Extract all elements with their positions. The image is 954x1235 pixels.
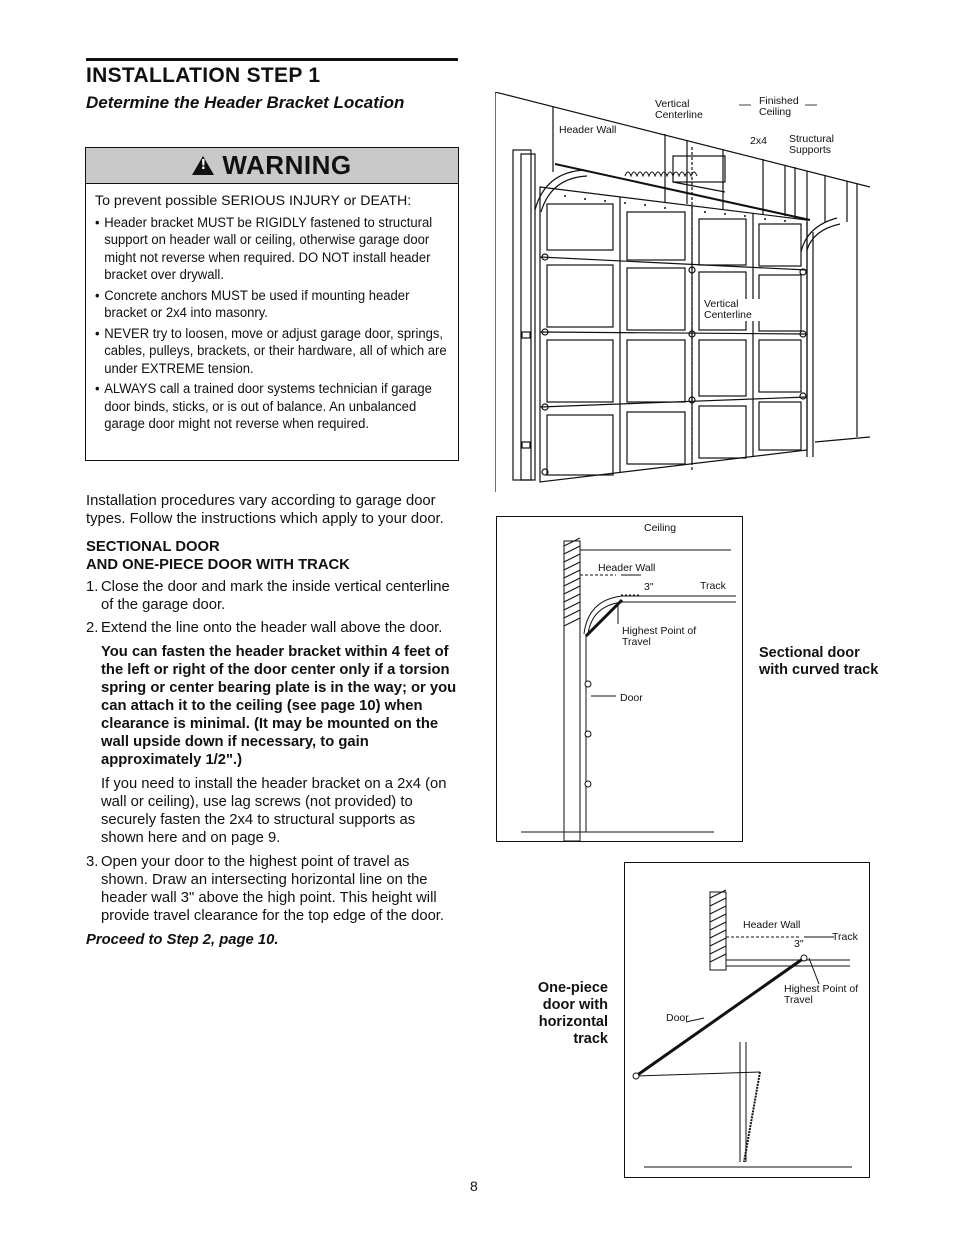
section-heading-line-1: SECTIONAL DOOR — [86, 539, 220, 555]
label-highest-point-onepiece: Highest Point of Travel — [784, 983, 859, 1006]
label-3in-onepiece: 3" — [794, 938, 804, 950]
label-vertical-centerline-top: Vertical Centerline — [655, 98, 703, 121]
note-2x4: If you need to install the header bracket on a 2x4 (on wall or ceiling), use lag screws (not provided) to securely fasten the 2x4 to structural supports as shown here and on page 9. — [101, 776, 447, 846]
proceed-note: Proceed to Step 2, page 10. — [86, 932, 279, 948]
step-text: Close the door and mark the inside vertical centerline of the garage door. — [101, 579, 450, 613]
label-finished-ceiling: Finished Ceiling — [759, 95, 799, 118]
warning-item: • Concrete anchors MUST be used if mounting header bracket or 2x4 into masonry. — [95, 288, 452, 323]
warning-item: • NEVER try to loosen, move or adjust garage door, springs, cables, pulleys, brackets, or their hardware, all of which are under EXTREME tension. — [95, 326, 452, 379]
label-track-sectional: Track — [700, 580, 726, 592]
step-number: 3. — [86, 854, 99, 870]
label-2x4: 2x4 — [750, 135, 767, 147]
one-piece-door-diagram — [624, 862, 870, 1178]
warning-list — [95, 215, 448, 434]
warning-header — [86, 148, 458, 184]
warning-intro: To prevent possible SERIOUS INJURY or DEATH: — [95, 193, 412, 209]
step-1 — [86, 578, 458, 614]
step-number: 2. — [86, 620, 99, 636]
caption-sectional: Sectional door with curved track — [759, 645, 879, 678]
label-vertical-centerline-door: Vertical Centerline — [704, 299, 764, 321]
warning-item: • ALWAYS call a trained door systems technician if garage door binds, sticks, or is out of balance. An unbalanced garage door might not reverse when required. — [95, 381, 452, 434]
step-text: Extend the line onto the header wall above the door. — [101, 620, 443, 636]
section-heading-line-2: AND ONE-PIECE DOOR WITH TRACK — [86, 557, 350, 573]
warning-triangle-icon: ! — [192, 156, 214, 175]
title-rule — [86, 58, 458, 61]
instructions — [86, 492, 458, 949]
steps-list-cont — [86, 853, 458, 925]
label-3in-sectional: 3" — [644, 581, 654, 593]
page-subtitle: Determine the Header Bracket Location — [86, 93, 405, 112]
label-door-onepiece: Door — [666, 1012, 689, 1024]
warning-item: • Header bracket MUST be RIGIDLY fastened to structural support on header wall or ceiling, otherwise garage door might not reverse when required. DO NOT install header bracket over drywall. — [95, 215, 452, 285]
label-track-onepiece: Track — [832, 931, 858, 943]
label-header-wall-sectional: Header Wall — [598, 562, 656, 574]
step-3 — [86, 853, 458, 925]
step-number: 1. — [86, 579, 99, 595]
section-heading — [86, 538, 458, 574]
label-header-wall-onepiece: Header Wall — [743, 919, 801, 931]
steps-list — [86, 578, 458, 637]
warning-label: WARNING — [222, 150, 352, 180]
bold-note: You can fasten the header bracket within 4 feet of the left or right of the door center only if a torsion spring or center bearing plate is in the way; or you can attach it to the ceiling (see page 10) when clearance is minimal. (It may be mounted on the wall upside down if necessary, to gain approximately 1/2".) — [101, 644, 457, 768]
page-number: 8 — [470, 1178, 478, 1194]
step-2 — [86, 619, 458, 637]
label-structural-supports: Structural Supports — [789, 133, 834, 156]
page-title: INSTALLATION STEP 1 — [86, 64, 321, 87]
step-text: Open your door to the highest point of travel as shown. Draw an intersecting horizontal line on the header wall 3" above the high point. This height will provide travel clearance for the top edge of the door. — [101, 854, 445, 924]
label-ceiling: Ceiling — [644, 522, 677, 534]
label-highest-point-sectional: Highest Point of Travel — [622, 625, 697, 648]
label-header-wall-top: Header Wall — [559, 124, 617, 136]
label-door-sectional: Door — [620, 692, 643, 704]
caption-onepiece: One-piece door with horizontal track — [537, 980, 608, 1047]
warning-body — [86, 184, 458, 434]
warning-box — [85, 147, 459, 461]
intro-paragraph: Installation procedures vary according to garage door types. Follow the instructions which apply to your door. — [86, 493, 444, 527]
